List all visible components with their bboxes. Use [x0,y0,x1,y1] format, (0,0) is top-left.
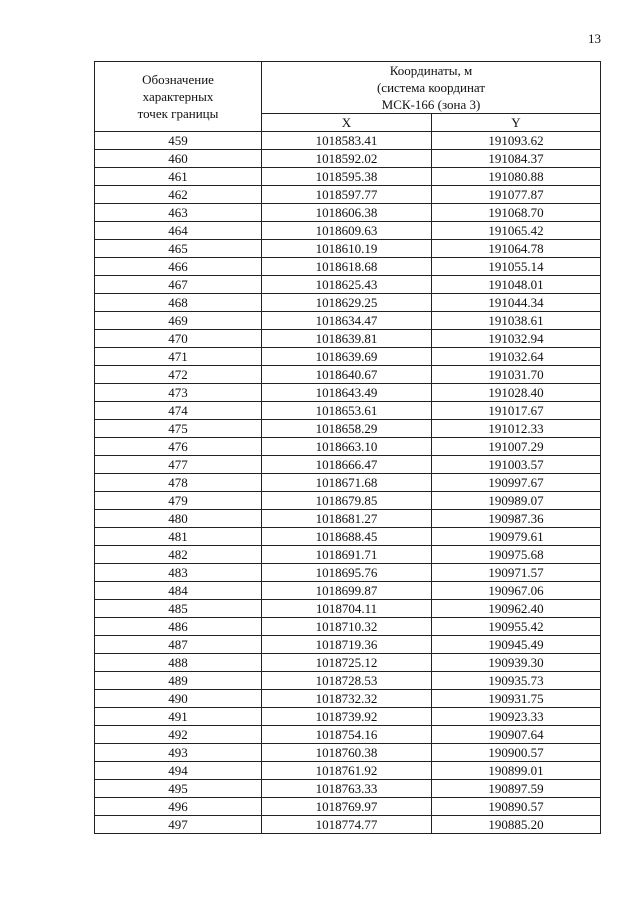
y-coordinate-cell: 190962.40 [432,600,601,618]
x-coordinate-cell: 1018710.32 [262,618,432,636]
x-coordinate-cell: 1018732.32 [262,690,432,708]
table-row [95,456,601,474]
x-column-header: X [262,114,432,132]
y-coordinate-cell: 190955.42 [432,618,601,636]
x-coordinate-cell: 1018592.02 [262,150,432,168]
table-row [95,816,601,834]
table-row [95,420,601,438]
table-row [95,600,601,618]
table-row [95,276,601,294]
point-cell: 488 [95,654,262,672]
table-row [95,258,601,276]
table-row [95,744,601,762]
x-coordinate-cell: 1018639.69 [262,348,432,366]
table-row [95,294,601,312]
x-coordinate-cell: 1018610.19 [262,240,432,258]
table-row [95,330,601,348]
x-coordinate-cell: 1018761.92 [262,762,432,780]
x-coordinate-cell: 1018681.27 [262,510,432,528]
table-row [95,474,601,492]
y-coordinate-cell: 190967.06 [432,582,601,600]
point-cell: 476 [95,438,262,456]
point-cell: 495 [95,780,262,798]
point-cell: 492 [95,726,262,744]
coords-header-line-3: МСК-166 (зона 3) [381,97,481,112]
x-coordinate-cell: 1018688.45 [262,528,432,546]
x-coordinate-cell: 1018583.41 [262,132,432,150]
page-number: 13 [588,31,601,46]
point-cell: 463 [95,204,262,222]
table-row [95,762,601,780]
point-cell: 485 [95,600,262,618]
x-coordinate-cell: 1018725.12 [262,654,432,672]
y-coordinate-cell: 190907.64 [432,726,601,744]
coords-header-line-1: Координаты, м [389,63,473,78]
y-coordinate-cell: 190897.59 [432,780,601,798]
point-cell: 493 [95,744,262,762]
table-row [95,348,601,366]
y-coordinate-cell: 191032.64 [432,348,601,366]
y-coordinate-cell: 191093.62 [432,132,601,150]
x-coordinate-cell: 1018643.49 [262,384,432,402]
x-coordinate-cell: 1018640.67 [262,366,432,384]
x-coordinate-cell: 1018739.92 [262,708,432,726]
table-row [95,690,601,708]
y-coordinate-cell: 191003.57 [432,456,601,474]
x-coordinate-cell: 1018663.10 [262,438,432,456]
point-cell: 461 [95,168,262,186]
y-coordinate-cell: 190923.33 [432,708,601,726]
point-cell: 469 [95,312,262,330]
point-cell: 489 [95,672,262,690]
y-coordinate-cell: 191028.40 [432,384,601,402]
table-row [95,312,601,330]
y-coordinate-cell: 190899.01 [432,762,601,780]
table-row [95,672,601,690]
x-coordinate-cell: 1018679.85 [262,492,432,510]
y-coordinate-cell: 190939.30 [432,654,601,672]
y-coordinate-cell: 191031.70 [432,366,601,384]
point-cell: 471 [95,348,262,366]
y-coordinate-cell: 191064.78 [432,240,601,258]
point-cell: 459 [95,132,262,150]
x-coordinate-cell: 1018653.61 [262,402,432,420]
y-coordinate-cell: 190975.68 [432,546,601,564]
coords-header-line-2: (система координат [376,80,486,95]
y-coordinate-cell: 191017.67 [432,402,601,420]
coordinates-table [94,61,601,834]
y-coordinate-cell: 191048.01 [432,276,601,294]
table-row [95,546,601,564]
point-cell: 487 [95,636,262,654]
x-coordinate-cell: 1018639.81 [262,330,432,348]
y-coordinate-cell: 190989.07 [432,492,601,510]
x-coordinate-cell: 1018671.68 [262,474,432,492]
point-cell: 482 [95,546,262,564]
y-coordinate-cell: 190997.67 [432,474,601,492]
point-cell: 486 [95,618,262,636]
table-row [95,798,601,816]
point-cell: 470 [95,330,262,348]
point-cell: 460 [95,150,262,168]
table-row [95,132,601,150]
table-row [95,708,601,726]
point-cell: 462 [95,186,262,204]
table-row [95,222,601,240]
y-coordinate-cell: 191007.29 [432,438,601,456]
y-coordinate-cell: 190885.20 [432,816,601,834]
x-coordinate-cell: 1018595.38 [262,168,432,186]
point-cell: 483 [95,564,262,582]
point-cell: 494 [95,762,262,780]
y-coordinate-cell: 191012.33 [432,420,601,438]
y-coordinate-cell: 190979.61 [432,528,601,546]
y-coordinate-cell: 190945.49 [432,636,601,654]
y-coordinate-cell: 190890.57 [432,798,601,816]
y-coordinate-cell: 191065.42 [432,222,601,240]
x-coordinate-cell: 1018597.77 [262,186,432,204]
table-row [95,564,601,582]
y-coordinate-cell: 191044.34 [432,294,601,312]
y-coordinate-cell: 191084.37 [432,150,601,168]
table-row [95,528,601,546]
point-cell: 464 [95,222,262,240]
x-coordinate-cell: 1018606.38 [262,204,432,222]
table-row [95,240,601,258]
x-coordinate-cell: 1018609.63 [262,222,432,240]
table-row [95,168,601,186]
table-row [95,726,601,744]
table-header [95,62,601,132]
table-row [95,780,601,798]
point-cell: 496 [95,798,262,816]
x-coordinate-cell: 1018666.47 [262,456,432,474]
points-header-line-1: Обозначение [142,72,214,87]
x-coordinate-cell: 1018728.53 [262,672,432,690]
x-coordinate-cell: 1018719.36 [262,636,432,654]
point-cell: 468 [95,294,262,312]
point-cell: 497 [95,816,262,834]
y-coordinate-cell: 190987.36 [432,510,601,528]
point-cell: 475 [95,420,262,438]
y-coordinate-cell: 191055.14 [432,258,601,276]
y-coordinate-cell: 191077.87 [432,186,601,204]
x-coordinate-cell: 1018763.33 [262,780,432,798]
table-row [95,366,601,384]
point-cell: 490 [95,690,262,708]
points-header-line-2: характерных [142,89,214,104]
point-cell: 478 [95,474,262,492]
table-row [95,204,601,222]
point-cell: 474 [95,402,262,420]
point-cell: 466 [95,258,262,276]
x-coordinate-cell: 1018658.29 [262,420,432,438]
table-row [95,618,601,636]
x-coordinate-cell: 1018754.16 [262,726,432,744]
table-row [95,438,601,456]
y-coordinate-cell: 190935.73 [432,672,601,690]
points-column-header [95,62,262,132]
x-coordinate-cell: 1018695.76 [262,564,432,582]
x-coordinate-cell: 1018625.43 [262,276,432,294]
x-coordinate-cell: 1018691.71 [262,546,432,564]
x-coordinate-cell: 1018629.25 [262,294,432,312]
x-coordinate-cell: 1018699.87 [262,582,432,600]
point-cell: 473 [95,384,262,402]
y-coordinate-cell: 191080.88 [432,168,601,186]
x-coordinate-cell: 1018634.47 [262,312,432,330]
table-row [95,384,601,402]
point-cell: 491 [95,708,262,726]
x-coordinate-cell: 1018618.68 [262,258,432,276]
table-row [95,510,601,528]
point-cell: 465 [95,240,262,258]
table-row [95,582,601,600]
y-coordinate-cell: 191068.70 [432,204,601,222]
x-coordinate-cell: 1018704.11 [262,600,432,618]
point-cell: 472 [95,366,262,384]
table-row [95,492,601,510]
y-coordinate-cell: 190900.57 [432,744,601,762]
point-cell: 477 [95,456,262,474]
y-coordinate-cell: 191038.61 [432,312,601,330]
x-coordinate-cell: 1018760.38 [262,744,432,762]
table-row [95,654,601,672]
x-coordinate-cell: 1018769.97 [262,798,432,816]
point-cell: 467 [95,276,262,294]
point-cell: 481 [95,528,262,546]
y-column-header: Y [432,114,601,132]
y-coordinate-cell: 190971.57 [432,564,601,582]
y-coordinate-cell: 191032.94 [432,330,601,348]
table-row [95,150,601,168]
point-cell: 479 [95,492,262,510]
points-header-line-3: точек границы [137,106,219,121]
point-cell: 484 [95,582,262,600]
table-body [95,132,601,834]
x-coordinate-cell: 1018774.77 [262,816,432,834]
table-row [95,402,601,420]
table-row [95,186,601,204]
y-coordinate-cell: 190931.75 [432,690,601,708]
coordinates-column-header [262,62,601,114]
point-cell: 480 [95,510,262,528]
table-row [95,636,601,654]
